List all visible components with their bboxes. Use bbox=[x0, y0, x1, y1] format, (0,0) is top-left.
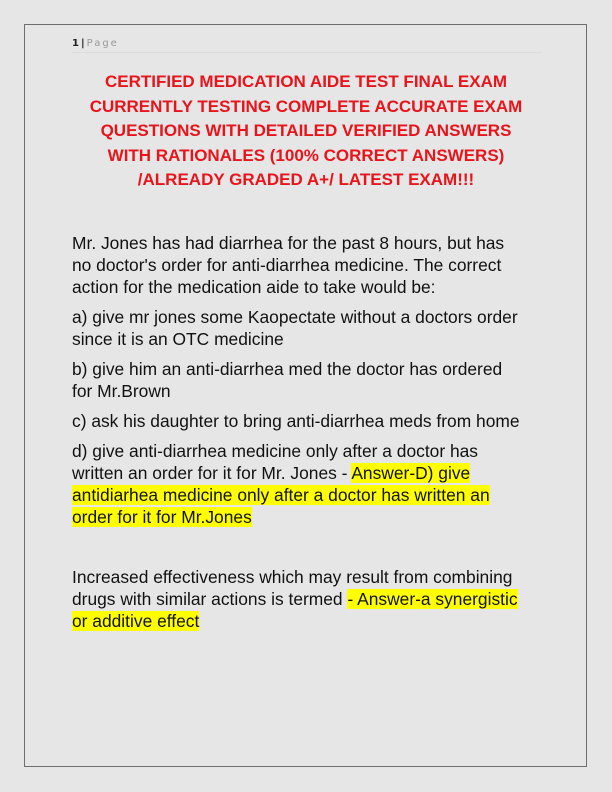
answer-highlight: Answer-D) give bbox=[351, 463, 471, 483]
header-divider bbox=[72, 52, 542, 53]
title-line: WITH RATIONALES (100% CORRECT ANSWERS) bbox=[107, 145, 505, 165]
title-line: /ALREADY GRADED A+/ LATEST EXAM!!! bbox=[137, 170, 475, 189]
answer-highlight: antidiarhea medicine only after a doctor has written an bbox=[72, 485, 490, 505]
option-b: for Mr.Brown bbox=[72, 381, 171, 401]
answer-highlight: - Answer-a synergistic bbox=[347, 589, 518, 609]
question-stem: no doctor's order for anti-diarrhea medicine. The correct bbox=[72, 255, 502, 275]
title-line: CERTIFIED MEDICATION AIDE TEST FINAL EXAM bbox=[104, 72, 508, 91]
answer-highlight: or additive effect bbox=[72, 611, 200, 631]
title-line: QUESTIONS WITH DETAILED VERIFIED ANSWERS bbox=[100, 121, 512, 140]
header-separator: | bbox=[80, 38, 85, 49]
question-stem: Mr. Jones has had diarrhea for the past 8 hours, but has bbox=[72, 233, 505, 253]
question-stem: action for the medication aide to take would be: bbox=[72, 277, 436, 297]
page-label: Page bbox=[86, 38, 119, 49]
answer-highlight: order for it for Mr.Jones bbox=[72, 507, 252, 527]
option-d: written an order for it for Mr. Jones - bbox=[72, 463, 352, 483]
question-stem: Increased effectiveness which may result from combining bbox=[72, 567, 513, 587]
title-line: CURRENTLY TESTING COMPLETE ACCURATE EXAM bbox=[89, 96, 523, 116]
option-a: a) give mr jones some Kaopectate without a doctors order bbox=[72, 307, 518, 327]
option-d: d) give anti-diarrhea medicine only after a doctor has bbox=[72, 441, 478, 461]
question-1 bbox=[72, 232, 520, 528]
option-b: b) give him an anti-diarrhea med the doctor has ordered bbox=[72, 359, 503, 379]
document-title bbox=[40, 70, 572, 193]
question-stem: drugs with similar actions is termed bbox=[72, 589, 348, 609]
page-number: 1 bbox=[72, 38, 79, 49]
question-2 bbox=[72, 566, 520, 632]
option-c: c) ask his daughter to bring anti-diarrhea meds from home bbox=[72, 411, 520, 431]
option-a: since it is an OTC medicine bbox=[72, 329, 284, 349]
page-header bbox=[72, 38, 119, 49]
document-body bbox=[72, 232, 520, 632]
